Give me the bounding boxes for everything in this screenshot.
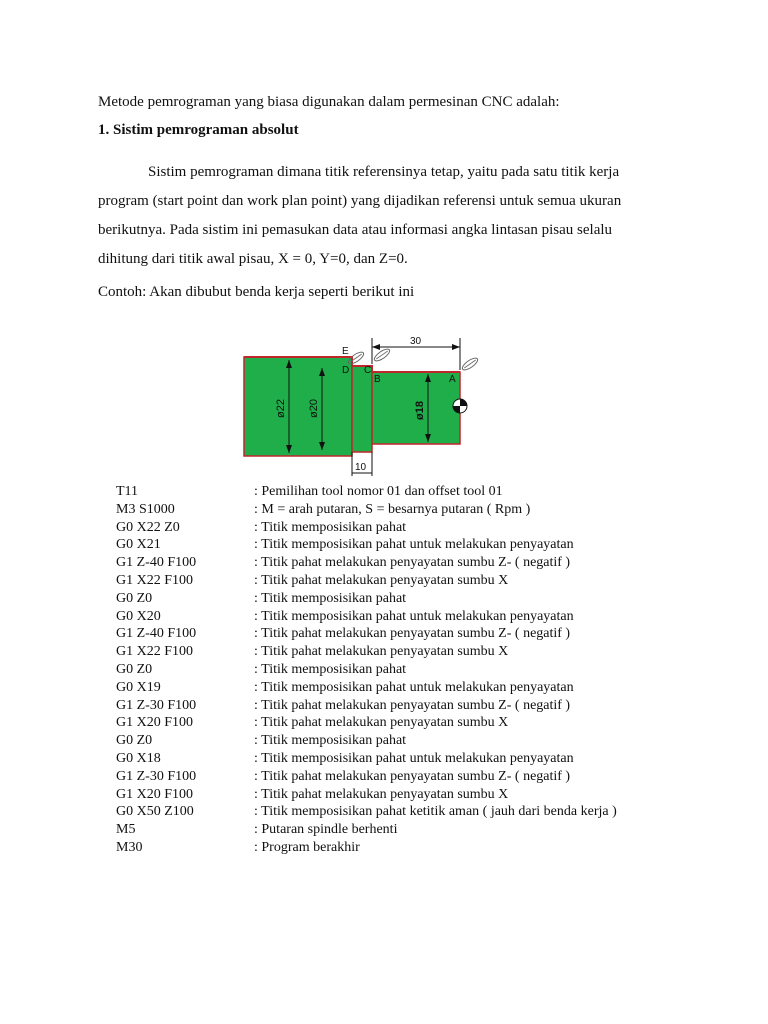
- program-command: G1 X22 F100: [116, 644, 194, 660]
- label-point-c: C: [364, 365, 372, 376]
- program-command: G1 Z-30 F100: [116, 768, 197, 784]
- program-command: M3 S1000: [116, 501, 175, 517]
- program-command: G0 X50 Z100: [116, 804, 194, 820]
- program-command: G0 X22 Z0: [116, 519, 180, 535]
- cutting-tool-icon: [373, 347, 392, 363]
- paragraph-line-3: berikutnya. Pada sistim ini pemasukan data atau informasi angka lintasan pisau selalu: [98, 222, 613, 238]
- program-description: : Titik pahat melakukan penyayatan sumbu Z- ( negatif ): [254, 768, 571, 784]
- program-command: G0 Z0: [116, 733, 153, 749]
- program-command: G1 Z-40 F100: [116, 626, 197, 642]
- program-command: G1 X20 F100: [116, 715, 194, 731]
- label-dia-22: ø22: [275, 399, 287, 418]
- program-command: G0 X21: [116, 537, 161, 553]
- program-command: G0 X19: [116, 679, 161, 695]
- label-dim-30: 30: [410, 336, 422, 347]
- program-description: : Program berakhir: [254, 839, 360, 855]
- label-point-e: E: [342, 346, 349, 357]
- program-command: G0 Z0: [116, 590, 153, 606]
- section-dia-20: [352, 366, 372, 452]
- program-description: : Titik memposisikan pahat: [254, 733, 407, 749]
- program-description: : Putaran spindle berhenti: [254, 822, 398, 838]
- program-command: T11: [116, 484, 139, 499]
- program-command: G1 Z-30 F100: [116, 697, 197, 713]
- workpiece-svg: [238, 310, 488, 485]
- label-point-b: B: [374, 374, 381, 385]
- program-description: : Titik memposisikan pahat untuk melakukan penyayatan: [254, 750, 574, 766]
- program-command: G0 X20: [116, 608, 161, 624]
- paragraph: [98, 158, 638, 274]
- workpiece-diagram: [238, 310, 488, 485]
- program-description: : Titik memposisikan pahat: [254, 519, 407, 535]
- program-description: : Pemilihan tool nomor 01 dan offset tool 01: [254, 484, 503, 499]
- program-description: : Titik memposisikan pahat ketitik aman ( jauh dari benda kerja ): [254, 804, 617, 820]
- program-description: : Titik memposisikan pahat untuk melakukan penyayatan: [254, 679, 574, 695]
- label-dia-20: ø20: [308, 399, 320, 418]
- program-description: : Titik memposisikan pahat untuk melakukan penyayatan: [254, 608, 574, 624]
- intro-line: Metode pemrograman yang biasa digunakan dalam permesinan CNC adalah:: [98, 94, 560, 110]
- program-command: G0 Z0: [116, 661, 153, 677]
- label-dim-10: 10: [355, 462, 367, 473]
- program-description: : Titik pahat melakukan penyayatan sumbu X: [254, 786, 509, 802]
- program-description: : Titik pahat melakukan penyayatan sumbu Z- ( negatif ): [254, 697, 571, 713]
- section-heading: 1. Sistim pemrograman absolut: [98, 122, 299, 138]
- dim-arrow-30-right: [452, 344, 460, 350]
- dim-arrow-30-left: [372, 344, 380, 350]
- program-command: G1 Z-40 F100: [116, 555, 197, 571]
- paragraph-line-2: program (start point dan work plan point) yang dijadikan referensi untuk semua ukuran: [98, 193, 622, 209]
- cutting-tool-icon: [461, 356, 480, 372]
- label-point-a: A: [449, 374, 456, 385]
- program-description: : Titik pahat melakukan penyayatan sumbu X: [254, 572, 509, 588]
- program-command: G1 X20 F100: [116, 786, 194, 802]
- work-zero-icon: [453, 399, 467, 413]
- label-dia-18: ø18: [414, 401, 426, 420]
- program-description: : Titik pahat melakukan penyayatan sumbu X: [254, 644, 509, 660]
- paragraph-line-1: Sistim pemrograman dimana titik referensinya tetap, yaitu pada satu titik kerja: [148, 164, 620, 180]
- program-command: G1 X22 F100: [116, 572, 194, 588]
- program-description: : Titik memposisikan pahat: [254, 590, 407, 606]
- example-line: Contoh: Akan dibubut benda kerja seperti berikut ini: [98, 284, 415, 300]
- program-description: : Titik memposisikan pahat untuk melakukan penyayatan: [254, 537, 574, 553]
- program-description: : Titik pahat melakukan penyayatan sumbu Z- ( negatif ): [254, 555, 571, 571]
- program-command: G0 X18: [116, 750, 161, 766]
- program-description: : Titik pahat melakukan penyayatan sumbu X: [254, 715, 509, 731]
- program-command: M30: [116, 839, 143, 855]
- program-description: : M = arah putaran, S = besarnya putaran ( Rpm ): [254, 501, 531, 517]
- program-command: M5: [116, 822, 136, 838]
- program-description: : Titik memposisikan pahat: [254, 661, 407, 677]
- section-dia-22: [244, 357, 352, 456]
- label-point-d: D: [342, 365, 350, 376]
- program-description: : Titik pahat melakukan penyayatan sumbu Z- ( negatif ): [254, 626, 571, 642]
- paragraph-line-4: dihitung dari titik awal pisau, X = 0, Y=0, dan Z=0.: [98, 251, 408, 267]
